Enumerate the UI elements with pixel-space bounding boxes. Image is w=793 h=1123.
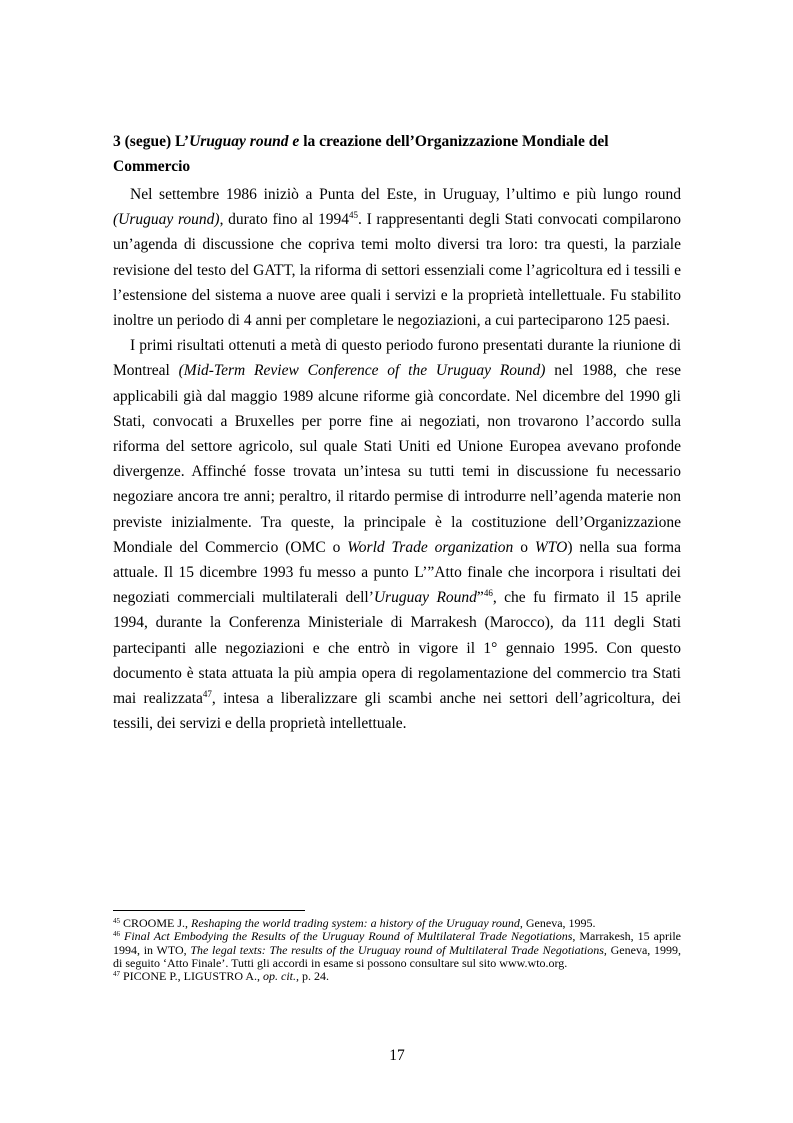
footnote-ref-47: 47 [202, 689, 212, 700]
footnote-ref-45: 45 [349, 210, 358, 221]
page-number: 17 [389, 1047, 405, 1064]
section-heading: 3 (segue) L’Uruguay round e la creazione dell’Organizzazione Mondiale del Commercio [113, 133, 609, 175]
body-text [113, 182, 681, 736]
footnote-ref-46: 46 [483, 588, 493, 599]
footnotes [113, 917, 681, 983]
document-page [113, 0, 681, 1123]
footnote-46: $^{46}$ Final Act Embodying the Results of the Uruguay Round of Multilateral Trade Negotiations, Marrakesh, 15 aprile 1994, in WTO, The legal texts: The results of the Uruguay round of Multilateral Trade Negotiations, Geneva, 1999, di seguito ‘Atto Finale’. Tutti gli accordi in esame si possono consultare sul sito www.wto.org. [113, 929, 681, 970]
footnote-separator [113, 910, 305, 911]
paragraph-2: I primi risultati ottenuti a metà di questo periodo furono presentati durante la riunione di Montreal (Mid-Term Review Conference of the Uruguay Round) nel 1988, che rese applicabili già dal maggio 1989 alcune riforme già concordate. Nel dicembre del 1990 gli Stati, convocati a Bruxelles per porre fine ai negoziati, non trovarono l’accordo sulla riforma del settore agricolo, sul quale Stati Uniti ed Unione Europea avevano profonde divergenze. Affinché fosse trovata un’intesa su tutti temi in discussione fu necessario negoziare ancora tre anni; peraltro, il ritardo permise di introdurre nell’agenda materie non previste inizialmente. Tra queste, la principale è la costituzione dell’Organizzazione Mondiale del Commercio (OMC o World Trade organization o WTO) nella sua forma attuale. Il 15 dicembre 1993 fu messo a punto L’”Atto finale che incorpora i risultati dei negoziati commerciali multilaterali dell’Uruguay Round”$^{46}$, che fu firmato il 15 aprile 1994, durante la Conferenza Ministeriale di Marrakesh (Marocco), da 111 degli Stati partecipanti alle negoziazioni e che entrò in vigore il 1° gennaio 1995. Con questo documento è stata attuata la più ampia opera di regolamentazione del commercio tra Stati mai realizzata$^{47}$, intesa a liberalizzare gli scambi anche nei settori dell’agricoltura, dei tessili, dei servizi e della proprietà intellettuale. [113, 337, 681, 733]
paragraph-1: Nel settembre 1986 iniziò a Punta del Este, in Uruguay, l’ultimo e più lungo round (Uruguay round), durato fino al 1994$^{45}$. I rappresentanti degli Stati convocati compilarono un’agenda di discussione che copriva temi molto diversi tra loro: tra questi, la parziale revisione del testo del GATT, la riforma di settori essenziali come l’agricoltura ed i tessili e l’estensione del sistema a nuove aree quali i servizi e la proprietà intellettuale. Fu stabilito inoltre un periodo di 4 anni per completare le negoziazioni, a cui parteciparono 125 paesi. [113, 186, 681, 330]
footnote-45: $^{45}$ CROOME J., Reshaping the world trading system: a history of the Uruguay round, Geneva, 1995. [113, 916, 596, 930]
footnote-47: $^{47}$ PICONE P., LIGUSTRO A., op. cit., p. 24. [113, 969, 330, 984]
